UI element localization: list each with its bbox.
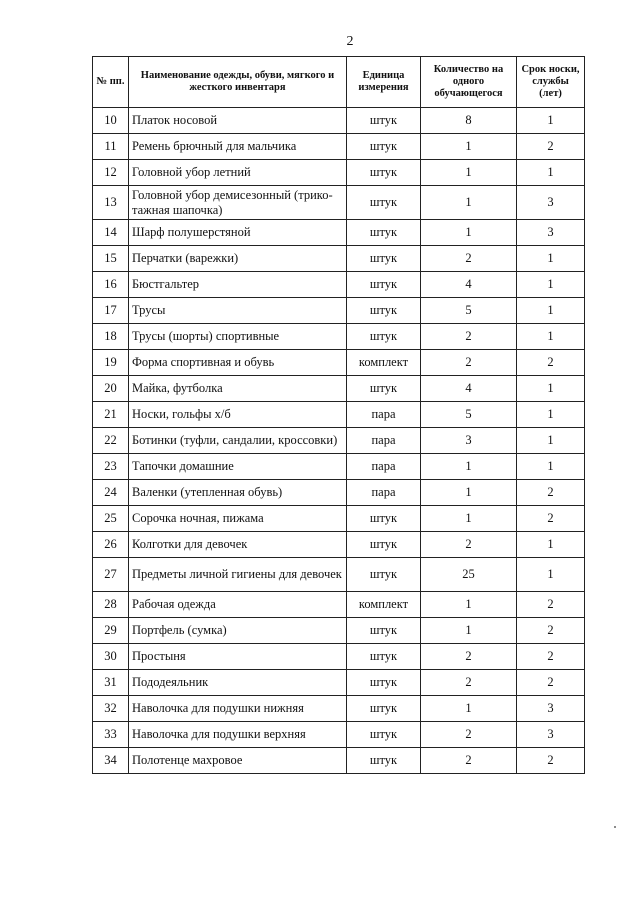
cell-qty: 1 [421,134,517,160]
cell-name: Головной убор демисезонный (трико-тажная шапочка) [129,186,347,220]
table-header-row [93,57,585,108]
cell-name: Рабочая одежда [129,592,347,618]
cell-name: Полотенце махровое [129,748,347,774]
cell-qty: 25 [421,558,517,592]
cell-num: 31 [93,670,129,696]
cell-qty: 1 [421,618,517,644]
cell-term: 1 [517,428,585,454]
cell-unit: штук [347,532,421,558]
cell-qty: 2 [421,722,517,748]
cell-unit: комплект [347,592,421,618]
cell-term: 1 [517,108,585,134]
cell-term: 3 [517,186,585,220]
cell-unit: штук [347,670,421,696]
header-num: № пп. [93,57,129,108]
cell-qty: 2 [421,748,517,774]
cell-qty: 1 [421,160,517,186]
cell-term: 1 [517,272,585,298]
table-row [93,402,585,428]
header-name: Наименование одежды, обуви, мягкого и жесткого инвентаря [129,57,347,108]
cell-qty: 1 [421,696,517,722]
cell-name: Трусы (шорты) спортивные [129,324,347,350]
table-row [93,748,585,774]
cell-name: Головной убор летний [129,160,347,186]
cell-num: 26 [93,532,129,558]
cell-num: 12 [93,160,129,186]
table-row [93,480,585,506]
cell-name: Форма спортивная и обувь [129,350,347,376]
cell-unit: штук [347,298,421,324]
cell-unit: пара [347,402,421,428]
cell-qty: 2 [421,532,517,558]
table-row [93,532,585,558]
table-row [93,376,585,402]
cell-name: Наволочка для подушки верхняя [129,722,347,748]
inventory-table [92,56,585,774]
cell-unit: штук [347,160,421,186]
cell-name: Простыня [129,644,347,670]
table-row [93,696,585,722]
cell-qty: 4 [421,376,517,402]
cell-unit: штук [347,618,421,644]
cell-num: 10 [93,108,129,134]
cell-unit: пара [347,454,421,480]
cell-name: Трусы [129,298,347,324]
cell-name: Бюстгальтер [129,272,347,298]
cell-name: Носки, гольфы х/б [129,402,347,428]
cell-term: 1 [517,246,585,272]
cell-num: 20 [93,376,129,402]
scan-speck [614,826,616,828]
cell-term: 1 [517,376,585,402]
table-row [93,324,585,350]
cell-num: 25 [93,506,129,532]
cell-num: 34 [93,748,129,774]
cell-term: 2 [517,480,585,506]
cell-term: 2 [517,618,585,644]
cell-qty: 2 [421,324,517,350]
table-row [93,618,585,644]
table-row [93,134,585,160]
cell-num: 30 [93,644,129,670]
cell-term: 3 [517,220,585,246]
cell-unit: штук [347,696,421,722]
cell-unit: штук [347,134,421,160]
cell-unit: штук [347,722,421,748]
header-unit: Единица измерения [347,57,421,108]
cell-unit: штук [347,186,421,220]
cell-qty: 3 [421,428,517,454]
cell-num: 28 [93,592,129,618]
cell-num: 13 [93,186,129,220]
table-row [93,428,585,454]
cell-term: 1 [517,160,585,186]
table-row [93,220,585,246]
cell-term: 2 [517,350,585,376]
cell-name: Майка, футболка [129,376,347,402]
cell-unit: штук [347,748,421,774]
cell-qty: 8 [421,108,517,134]
table-row [93,592,585,618]
cell-name: Пододеяльник [129,670,347,696]
cell-unit: штук [347,644,421,670]
table-row [93,186,585,220]
cell-term: 2 [517,644,585,670]
cell-term: 1 [517,558,585,592]
cell-num: 27 [93,558,129,592]
table-row [93,160,585,186]
cell-qty: 5 [421,298,517,324]
cell-qty: 2 [421,670,517,696]
cell-num: 15 [93,246,129,272]
table-row [93,298,585,324]
cell-term: 1 [517,454,585,480]
cell-unit: штук [347,108,421,134]
cell-qty: 1 [421,220,517,246]
cell-num: 32 [93,696,129,722]
cell-qty: 1 [421,506,517,532]
cell-unit: штук [347,272,421,298]
cell-qty: 1 [421,480,517,506]
cell-name: Ремень брючный для мальчика [129,134,347,160]
header-qty: Количество на одного обучающегося [421,57,517,108]
table-row [93,246,585,272]
cell-qty: 4 [421,272,517,298]
cell-qty: 1 [421,592,517,618]
cell-qty: 1 [421,186,517,220]
cell-unit: штук [347,376,421,402]
cell-unit: штук [347,220,421,246]
table-row [93,454,585,480]
cell-name: Колготки для девочек [129,532,347,558]
cell-term: 2 [517,134,585,160]
cell-num: 18 [93,324,129,350]
cell-qty: 2 [421,350,517,376]
cell-unit: штук [347,324,421,350]
cell-num: 16 [93,272,129,298]
cell-num: 14 [93,220,129,246]
cell-unit: комплект [347,350,421,376]
table-body [93,108,585,774]
cell-num: 21 [93,402,129,428]
cell-qty: 1 [421,454,517,480]
cell-qty: 5 [421,402,517,428]
cell-name: Портфель (сумка) [129,618,347,644]
cell-num: 17 [93,298,129,324]
cell-unit: штук [347,506,421,532]
cell-num: 22 [93,428,129,454]
cell-term: 3 [517,696,585,722]
cell-unit: штук [347,246,421,272]
cell-name: Валенки (утепленная обувь) [129,480,347,506]
cell-term: 1 [517,532,585,558]
cell-term: 1 [517,298,585,324]
cell-term: 2 [517,670,585,696]
cell-name: Шарф полушерстяной [129,220,347,246]
cell-unit: пара [347,480,421,506]
table-row [93,722,585,748]
cell-term: 2 [517,506,585,532]
table-row [93,272,585,298]
page-number: 2 [346,34,354,49]
cell-term: 1 [517,402,585,428]
cell-name: Сорочка ночная, пижама [129,506,347,532]
table-row [93,108,585,134]
table-row [93,558,585,592]
cell-num: 29 [93,618,129,644]
cell-term: 2 [517,592,585,618]
cell-term: 2 [517,748,585,774]
cell-term: 1 [517,324,585,350]
table-row [93,506,585,532]
cell-num: 33 [93,722,129,748]
cell-unit: пара [347,428,421,454]
cell-name: Тапочки домашние [129,454,347,480]
cell-num: 24 [93,480,129,506]
cell-num: 19 [93,350,129,376]
cell-unit: штук [347,558,421,592]
table-row [93,644,585,670]
table-row [93,350,585,376]
cell-num: 11 [93,134,129,160]
header-term: Срок носки, службы (лет) [517,57,585,108]
cell-name: Предметы личной гигиены для девочек [129,558,347,592]
cell-name: Платок носовой [129,108,347,134]
cell-name: Наволочка для подушки нижняя [129,696,347,722]
cell-num: 23 [93,454,129,480]
cell-qty: 2 [421,644,517,670]
cell-name: Ботинки (туфли, сандалии, кроссовки) [129,428,347,454]
cell-term: 3 [517,722,585,748]
cell-qty: 2 [421,246,517,272]
cell-name: Перчатки (варежки) [129,246,347,272]
table-row [93,670,585,696]
